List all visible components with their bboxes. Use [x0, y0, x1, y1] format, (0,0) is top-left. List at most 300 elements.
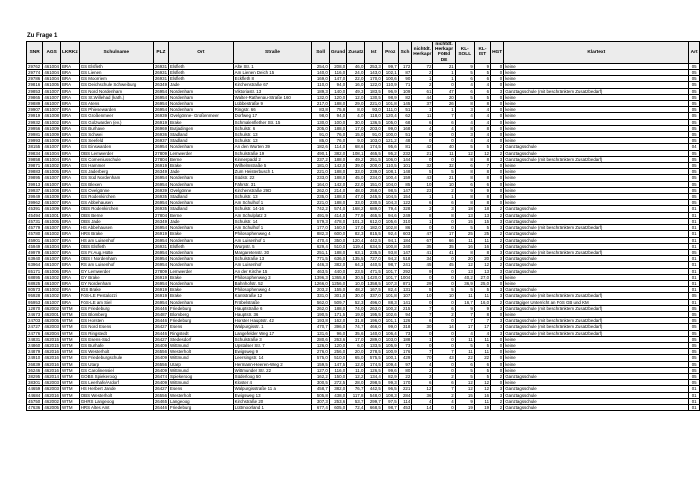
cell-ist: 170,0 — [365, 76, 382, 82]
cell-snr: 29816 — [27, 82, 43, 88]
column-header-zusatz: Zusatz — [347, 42, 365, 64]
cell-hgt: 2 — [491, 206, 504, 212]
cell-ort: Esens — [169, 386, 234, 392]
cell-sch: 871 — [398, 280, 412, 286]
cell-strasse: Margaretenstr. 30 — [233, 249, 312, 255]
cell-kl-soll: 18 — [455, 206, 474, 212]
cell-ort: Nordenham — [169, 144, 234, 150]
cell-sch: 340 — [398, 243, 412, 249]
cell-grund: 188,0 — [329, 125, 346, 131]
cell-klartext: keine — [504, 63, 689, 69]
cell-sch: 141 — [398, 299, 412, 305]
cell-strasse: Horster Hauptstr. 42 — [233, 318, 312, 324]
cell-sch: 148 — [398, 169, 412, 175]
cell-kl-ist: 11 — [474, 349, 490, 355]
cell-grund: 155,0 — [329, 287, 346, 293]
cell-schulname: GS Moorriem — [79, 76, 153, 82]
cell-klartext: Ganztagsschule (mit beschränktem Zusatzbedarf) — [504, 318, 689, 324]
cell-kl-ist: 11 — [474, 293, 490, 299]
cell-plz: 26427 — [154, 386, 168, 392]
cell-plz: 26349 — [154, 218, 168, 224]
cell-ags: 462003 — [44, 386, 59, 392]
cell-sch: 154 — [398, 194, 412, 200]
cell-kl-soll: 40,2 — [455, 274, 474, 280]
cell-ort: Lemwerder — [169, 268, 234, 274]
cell-ist: 442,5 — [365, 237, 382, 243]
cell-herkapr-foebd: 0 — [433, 156, 455, 162]
cell-plz: 26954 — [154, 175, 168, 181]
cell-sch: 518 — [398, 256, 412, 262]
cell-herkapr-foebd: 1 — [433, 194, 455, 200]
cell-sch: 97 — [398, 361, 412, 367]
cell-snr: 95953 — [27, 299, 43, 305]
cell-klartext: keine — [504, 163, 689, 169]
cell-strasse: Schulstr. 6 — [233, 125, 312, 131]
cell-hgt: 3 — [491, 293, 504, 299]
cell-plz: 26954 — [154, 249, 168, 255]
cell-klartext: Ganztagsschule — [504, 287, 689, 293]
cell-schulname: OBS I Nordenham — [79, 256, 153, 262]
cell-schulname: GS Blomberg — [79, 311, 153, 317]
cell-sch: 73 — [398, 330, 412, 336]
cell-lkrkz: BRA — [61, 76, 80, 82]
cell-herkapr: 10 — [412, 181, 433, 187]
cell-hgt: 0 — [491, 132, 504, 138]
cell-grund: 214,0 — [329, 187, 346, 193]
cell-sch: 68 — [398, 119, 412, 125]
cell-zusatz: 35,6 — [347, 330, 365, 336]
cell-klartext: keine — [504, 119, 689, 125]
cell-schulname: GS Utarp — [79, 361, 153, 367]
cell-snr: 47636 — [27, 404, 43, 410]
cell-schulname: GS Ringstedt — [79, 330, 153, 336]
cell-klartext: Ganztagsschule (mit beschränktem Zusatzbedarf) — [504, 249, 689, 255]
cell-sch: 87 — [398, 70, 412, 76]
cell-kl-ist: 6 — [474, 361, 490, 367]
column-header-art: Art — [689, 42, 700, 64]
cell-proz: 96,5 — [382, 386, 398, 392]
cell-ist: 196,0 — [365, 318, 382, 324]
cell-kl-soll: 11 — [455, 336, 474, 342]
cell-ags: 461007 — [44, 256, 59, 262]
cell-art: 01 — [689, 299, 700, 305]
cell-kl-soll: 7 — [455, 311, 474, 317]
cell-ags: 462005 — [44, 404, 59, 410]
cell-ist: 1420,0 — [365, 274, 382, 280]
cell-zusatz: 11,0 — [347, 367, 365, 373]
cell-ags: 461007 — [44, 299, 59, 305]
cell-schulname: GY Nordenham — [79, 280, 153, 286]
cell-grund: 301,0 — [329, 293, 346, 299]
cell-kl-soll: 6 — [455, 76, 474, 82]
cell-grund: 160,0 — [329, 225, 346, 231]
cell-hgt: 0 — [491, 349, 504, 355]
cell-herkapr: 0 — [412, 132, 433, 138]
cell-klartext: Ganztägiger Unterricht an FöS GB und KM — [504, 299, 689, 305]
cell-schulname: GS Hammer — [79, 163, 153, 169]
cell-schulname: GS Phiesewarden — [79, 107, 153, 113]
cell-klartext: keine — [504, 349, 689, 355]
cell-sch: 131 — [398, 287, 412, 293]
cell-kl-soll: 8 — [455, 249, 474, 255]
cell-grund: 605,0 — [329, 404, 346, 410]
cell-ags: 462016 — [44, 392, 59, 398]
cell-ist: 496,0 — [365, 299, 382, 305]
cell-ist: 299,7 — [365, 398, 382, 404]
cell-art: 01 — [689, 262, 700, 268]
cell-herkapr: 29 — [412, 280, 433, 286]
cell-ort: Nordenham — [169, 107, 234, 113]
cell-herkapr: 34 — [412, 256, 433, 262]
cell-plz: 26939 — [154, 187, 168, 193]
cell-hgt: 3 — [491, 218, 504, 224]
cell-ort: Utarp — [169, 361, 234, 367]
cell-schulname: GS Esens-Süd — [79, 336, 153, 342]
cell-herkapr: 12 — [412, 386, 433, 392]
cell-herkapr-foebd: 2 — [433, 392, 455, 398]
cell-snr: 39949 — [27, 194, 43, 200]
cell-kl-ist: 9 — [474, 63, 490, 69]
cell-soll: 458,7 — [312, 386, 329, 392]
cell-grund: 188,0 — [329, 169, 346, 175]
cell-zusatz: 6,0 — [347, 342, 365, 348]
cell-herkapr-foebd: 43 — [433, 355, 455, 361]
cell-art: 01 — [689, 206, 700, 212]
cell-grund: 1256,0 — [329, 280, 346, 286]
cell-lkrkz: WTM — [61, 349, 80, 355]
cell-plz: 26556 — [154, 361, 168, 367]
cell-soll: 575,0 — [312, 355, 329, 361]
cell-snr: 44684 — [27, 392, 43, 398]
cell-ort: Nordenham — [169, 299, 234, 305]
cell-ort: Stadland — [169, 138, 234, 144]
cell-ist: 298,5 — [365, 380, 382, 386]
cell-snr: 44659 — [27, 386, 43, 392]
cell-plz: 26954 — [154, 88, 168, 94]
cell-klartext: keine — [504, 113, 689, 119]
cell-herkapr-foebd: 0 — [433, 274, 455, 280]
cell-grund: 396,0 — [329, 324, 346, 330]
cell-kl-ist: 5 — [474, 287, 490, 293]
cell-hgt: 0 — [491, 342, 504, 348]
cell-herkapr-foebd: 41 — [433, 249, 455, 255]
cell-plz: 26409 — [154, 355, 168, 361]
cell-ist: 337,0 — [365, 293, 382, 299]
cell-ags: 462002 — [44, 398, 59, 404]
cell-zusatz: 19,0 — [347, 311, 365, 317]
cell-ags: 461005 — [44, 82, 59, 88]
cell-lkrkz: BRA — [61, 144, 80, 150]
cell-sch: 109 — [398, 88, 412, 94]
cell-herkapr: 43 — [412, 175, 433, 181]
cell-zusatz: 74,0 — [347, 305, 365, 311]
cell-zusatz: 108,1 — [347, 150, 365, 156]
cell-zusatz: 63,1 — [347, 249, 365, 255]
cell-schulname: GS Friedeburg — [79, 305, 153, 311]
cell-grund: 116,0 — [329, 70, 346, 76]
cell-zusatz: 12,0 — [347, 94, 365, 100]
cell-ort: Berne — [169, 156, 234, 162]
cell-ist: 167,5 — [365, 287, 382, 293]
cell-hgt: 0 — [491, 101, 504, 107]
cell-plz: 26919 — [154, 163, 168, 169]
cell-ist: 130,5 — [365, 94, 382, 100]
cell-ags: 461004 — [44, 150, 59, 156]
cell-schulname: FöS-LE Pestalozzi — [79, 293, 153, 299]
cell-hgt: 0 — [491, 138, 504, 144]
cell-klartext: Ganztagsschule — [504, 256, 689, 262]
cell-lkrkz: WTM — [61, 336, 80, 342]
cell-sch: 176 — [398, 349, 412, 355]
cell-kl-soll: 20 — [455, 256, 474, 262]
cell-hgt: 0 — [491, 94, 504, 100]
cell-grund: 150,0 — [329, 373, 346, 379]
cell-hgt: 0 — [491, 70, 504, 76]
cell-herkapr-foebd: 40 — [433, 144, 455, 150]
cell-proz: 101,8 — [382, 293, 398, 299]
cell-strasse: An den Wurten 39 — [233, 144, 312, 150]
cell-herkapr-foebd: 0 — [433, 367, 455, 373]
cell-soll: 98,0 — [312, 113, 329, 119]
cell-hgt: 2 — [491, 262, 504, 268]
cell-strasse: Am Luisenhof — [233, 262, 312, 268]
cell-kl-ist: 6 — [474, 181, 490, 187]
cell-soll: 629,4 — [312, 243, 329, 249]
cell-art: 01 — [689, 225, 700, 231]
cell-ags: 461007 — [44, 280, 59, 286]
cell-herkapr: 6 — [412, 380, 433, 386]
cell-hgt: 3 — [491, 324, 504, 330]
cell-lkrkz: BRA — [61, 113, 80, 119]
cell-herkapr: 23 — [412, 187, 433, 193]
cell-hgt: 0 — [491, 336, 504, 342]
cell-kl-soll: 11 — [455, 293, 474, 299]
column-header-kl-soll: KL-SOLL — [455, 42, 474, 64]
cell-ort: Esens — [169, 324, 234, 330]
cell-herkapr-foebd: 10 — [433, 293, 455, 299]
cell-herkapr: 10 — [412, 293, 433, 299]
cell-art: 05 — [689, 305, 700, 311]
cell-kl-soll: 15 — [455, 392, 474, 398]
cell-kl-soll: 22 — [455, 355, 474, 361]
cell-zusatz: 22,0 — [347, 181, 365, 187]
cell-art: 05 — [689, 373, 700, 379]
cell-art: 05 — [689, 187, 700, 193]
cell-ags: 461004 — [44, 243, 59, 249]
cell-ist: 174,5 — [365, 361, 382, 367]
cell-ist: 612,0 — [365, 218, 382, 224]
cell-ist: 200,0 — [365, 163, 382, 169]
cell-hgt: 2 — [491, 237, 504, 243]
cell-ags: 461007 — [44, 88, 59, 94]
column-header-herkapr-foebd: nichtdt. Herkapr FöBd DE — [433, 42, 455, 64]
cell-klartext: keine — [504, 181, 689, 187]
cell-lkrkz: WTM — [61, 367, 80, 373]
cell-kl-ist: 5 — [474, 94, 490, 100]
column-header-strasse: Straße — [233, 42, 312, 64]
cell-klartext: Ganztagsschule — [504, 243, 689, 249]
cell-kl-ist: 7 — [474, 318, 490, 324]
cell-proz: 121,2 — [382, 138, 398, 144]
cell-lkrkz: BRA — [61, 175, 80, 181]
cell-zusatz: 12,0 — [347, 361, 365, 367]
cell-ort: Nordenham — [169, 175, 234, 181]
cell-sch: 241 — [398, 262, 412, 268]
cell-kl-ist: 22 — [474, 355, 490, 361]
cell-kl-ist: 4 — [474, 113, 490, 119]
cell-klartext: Ganztagsschule (mit beschränktem Zusatzbedarf) — [504, 156, 689, 162]
cell-lkrkz: WTM — [61, 398, 80, 404]
cell-kl-soll: 6 — [455, 181, 474, 187]
cell-zusatz: 12,2 — [347, 373, 365, 379]
cell-plz: 26446 — [154, 330, 168, 336]
cell-soll: 262,0 — [312, 305, 329, 311]
cell-kl-ist: 8 — [474, 200, 490, 206]
cell-grund: 140,0 — [329, 88, 346, 94]
cell-proz: 99,6 — [382, 367, 398, 373]
cell-schulname: FöS-LE am Siel — [79, 299, 153, 305]
cell-sch: 429 — [398, 355, 412, 361]
cell-ort: Blomberg — [169, 311, 234, 317]
cell-zusatz: 33,0 — [347, 169, 365, 175]
cell-herkapr: 44 — [412, 94, 433, 100]
cell-zusatz: 22,0 — [347, 76, 365, 82]
cell-zusatz: 24,0 — [347, 70, 365, 76]
cell-plz: 26556 — [154, 392, 168, 398]
cell-sch: 147 — [398, 187, 412, 193]
cell-herkapr: 4 — [412, 361, 433, 367]
cell-sch: 144 — [398, 156, 412, 162]
cell-ags: 461002 — [44, 231, 59, 237]
cell-ist: 133,5 — [365, 342, 382, 348]
cell-snr: 39834 — [27, 150, 43, 156]
cell-kl-soll: 8 — [455, 101, 474, 107]
cell-ort: Wittmund — [169, 380, 234, 386]
cell-grund: 142,0 — [329, 181, 346, 187]
cell-lkrkz: BRA — [61, 237, 80, 243]
cell-proz: 100,4 — [382, 175, 398, 181]
cell-strasse: Philosophenweg 4 — [233, 287, 312, 293]
cell-herkapr-foebd: 2 — [433, 373, 455, 379]
cell-kl-soll: 6 — [455, 163, 474, 169]
cell-ist: 465,5 — [365, 212, 382, 218]
cell-proz: 82,9 — [382, 373, 398, 379]
cell-lkrkz: BRA — [61, 138, 80, 144]
cell-kl-soll: 11 — [455, 237, 474, 243]
cell-herkapr-foebd: 7 — [433, 349, 455, 355]
cell-schulname: GHRS Langeoog — [79, 398, 153, 404]
cell-kl-soll: 4 — [455, 330, 474, 336]
cell-soll: 221,0 — [312, 169, 329, 175]
cell-ags: 462014 — [44, 373, 59, 379]
cell-art: 05 — [689, 194, 700, 200]
cell-herkapr-foebd: 0 — [433, 318, 455, 324]
cell-herkapr: 0 — [412, 156, 433, 162]
cell-klartext: Ganztagsschule — [504, 150, 689, 156]
cell-sch: 107 — [398, 293, 412, 299]
cell-soll: 300,5 — [312, 380, 329, 386]
cell-klartext: keine — [504, 187, 689, 193]
cell-ist: 440,5 — [365, 262, 382, 268]
cell-hgt: 3 — [491, 88, 504, 94]
cell-snr: 38301 — [27, 380, 43, 386]
cell-art: 05 — [689, 119, 700, 125]
cell-ist: 815,5 — [365, 231, 382, 237]
cell-klartext: Ganztagsschule — [504, 237, 689, 243]
cell-ort: Stedesdorf — [169, 336, 234, 342]
cell-soll: 882,3 — [312, 231, 329, 237]
cell-plz: 26969 — [154, 125, 168, 131]
cell-schulname: GS Abbehausen — [79, 200, 153, 206]
cell-ort: Jade — [169, 169, 234, 175]
cell-herkapr: 0 — [412, 299, 433, 305]
cell-sch: 85 — [398, 181, 412, 187]
cell-hgt: 3 — [491, 268, 504, 274]
cell-art: 05 — [689, 342, 700, 348]
cell-zusatz: 48,2 — [347, 287, 365, 293]
cell-art: 05 — [689, 181, 700, 187]
cell-ags: 461005 — [44, 218, 59, 224]
cell-schulname: GS Seefeld — [79, 138, 153, 144]
cell-hgt: 3 — [491, 256, 504, 262]
cell-zusatz: 45,0 — [347, 175, 365, 181]
cell-herkapr: 72 — [412, 63, 433, 69]
cell-lkrkz: WTM — [61, 330, 80, 336]
cell-herkapr: 5 — [412, 287, 433, 293]
cell-art: 01 — [689, 218, 700, 224]
column-header-hgt: HGT — [491, 42, 504, 64]
cell-strasse: Schulstr. 14-16 — [233, 206, 312, 212]
cell-plz: 26954 — [154, 101, 168, 107]
cell-herkapr-foebd: 0 — [433, 336, 455, 342]
cell-art: 05 — [689, 76, 700, 82]
cell-klartext: keine — [504, 82, 689, 88]
cell-ags: 462016 — [44, 361, 59, 367]
cell-proz: 98,7 — [382, 262, 398, 268]
cell-ort: Nordenham — [169, 262, 234, 268]
cell-proz: 100,0 — [382, 132, 398, 138]
cell-herkapr-foebd: 6 — [433, 380, 455, 386]
cell-ags: 461004 — [44, 70, 59, 76]
cell-ags: 461004 — [44, 156, 59, 162]
column-header-snr: SNR — [27, 42, 43, 64]
cell-lkrkz: BRA — [61, 212, 80, 218]
cell-grund: 208,0 — [329, 63, 346, 69]
cell-kl-soll: 13 — [455, 268, 474, 274]
cell-herkapr: 67 — [412, 237, 433, 243]
cell-lkrkz: WTM — [61, 361, 80, 367]
cell-schulname: GS Burhafe — [79, 342, 153, 348]
cell-lkrkz: BRA — [61, 187, 80, 193]
cell-kl-ist: 19 — [474, 404, 490, 410]
cell-zusatz: 31,8 — [347, 318, 365, 324]
cell-proz: 99,3 — [382, 380, 398, 386]
cell-sch: 603 — [398, 231, 412, 237]
cell-proz: 92,4 — [382, 231, 398, 237]
cell-ort: Nordenham — [169, 225, 234, 231]
cell-lkrkz: BRA — [61, 94, 80, 100]
cell-soll: 233,0 — [312, 175, 329, 181]
cell-kl-ist: 6 — [474, 76, 490, 82]
cell-strasse: Am Luisenhof 1 — [233, 237, 312, 243]
cell-kl-ist: 8 — [474, 175, 490, 181]
cell-ort: Westerholt — [169, 392, 234, 398]
cell-hgt: 0 — [491, 200, 504, 206]
cell-sch: 168 — [398, 125, 412, 131]
cell-herkapr: 0 — [412, 225, 433, 231]
cell-plz: 26427 — [154, 336, 168, 342]
cell-soll: 164,0 — [312, 181, 329, 187]
